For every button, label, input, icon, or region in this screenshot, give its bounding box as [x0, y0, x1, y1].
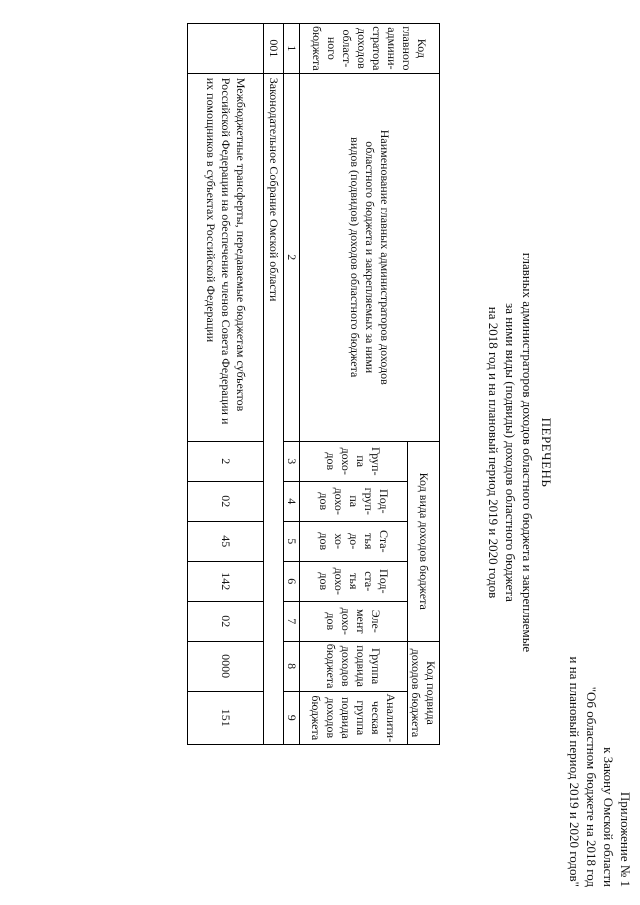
- revenue-codes-table: [187, 23, 440, 745]
- header-subkind-group: Код подвида доходов бюджета: [408, 641, 440, 744]
- header-group: Груп- па дохо- дов: [300, 441, 408, 481]
- row-article: 45: [188, 521, 264, 561]
- col-number: 8: [284, 641, 300, 691]
- col-number: 7: [284, 601, 300, 641]
- row-admin-code: [188, 24, 264, 74]
- header-element: Эле- мент дохо- дов: [300, 601, 408, 641]
- appendix-line: к Закону Омской области: [601, 747, 616, 887]
- col-number: 2: [284, 73, 300, 441]
- section-code: 001: [264, 24, 284, 74]
- header-admin-code: Код главного админи- стратора доходов област- ного бюджета: [300, 24, 440, 74]
- row-subarticle: 142: [188, 561, 264, 601]
- header-kind-group: Код вида доходов бюджета: [408, 441, 440, 641]
- row-subgroup: 02: [188, 481, 264, 521]
- document-title: ПЕРЕЧЕНЬ: [539, 417, 554, 488]
- header-subkind-code: Группа подвида доходов бюджета: [300, 641, 408, 691]
- row-group: 2: [188, 441, 264, 481]
- header-subgroup: Под- груп- па дохо- дов: [300, 481, 408, 521]
- appendix-line: Приложение № 1: [618, 791, 633, 887]
- appendix-line: и на плановый период 2019 и 2020 годов": [567, 656, 582, 887]
- col-number: 3: [284, 441, 300, 481]
- row-subkind: 0000: [188, 641, 264, 691]
- header-name: Наименование главных администраторов доходов областного бюджета и закрепляемых за ними видов (подвидов) доходов областного бюджета: [300, 73, 440, 441]
- col-number: 9: [284, 691, 300, 745]
- appendix-note: [566, 656, 634, 887]
- heading-line: за ними виды (подвиды) доходов областного бюджета: [503, 303, 518, 602]
- appendix-line: "Об областном бюджете на 2018 год: [584, 686, 599, 887]
- heading-line: главных администраторов доходов областного бюджета и закрепляемые: [520, 252, 535, 653]
- col-number: 1: [284, 24, 300, 74]
- heading-line: на 2018 год и на плановый период 2019 и 2020 годов: [486, 306, 501, 599]
- header-article: Ста- тья до- хо- дов: [300, 521, 408, 561]
- col-number: 6: [284, 561, 300, 601]
- col-number: 5: [284, 521, 300, 561]
- col-number: 4: [284, 481, 300, 521]
- header-analytic-group: Аналити- ческая группа подвида доходов бюджета: [300, 691, 408, 745]
- document-heading: [485, 0, 555, 905]
- row-element: 02: [188, 601, 264, 641]
- row-analytic: 151: [188, 691, 264, 745]
- section-name: Законодательное Собрание Омской области: [264, 73, 284, 744]
- header-subarticle: Под- ста- тья дохо- дов: [300, 561, 408, 601]
- row-name: Межбюджетные трансферты, передаваемые бюджетам субъектов Российской Федерации на обеспечение членов Совета Федерации и их помощников в субъектах Российской Федерации: [188, 73, 264, 441]
